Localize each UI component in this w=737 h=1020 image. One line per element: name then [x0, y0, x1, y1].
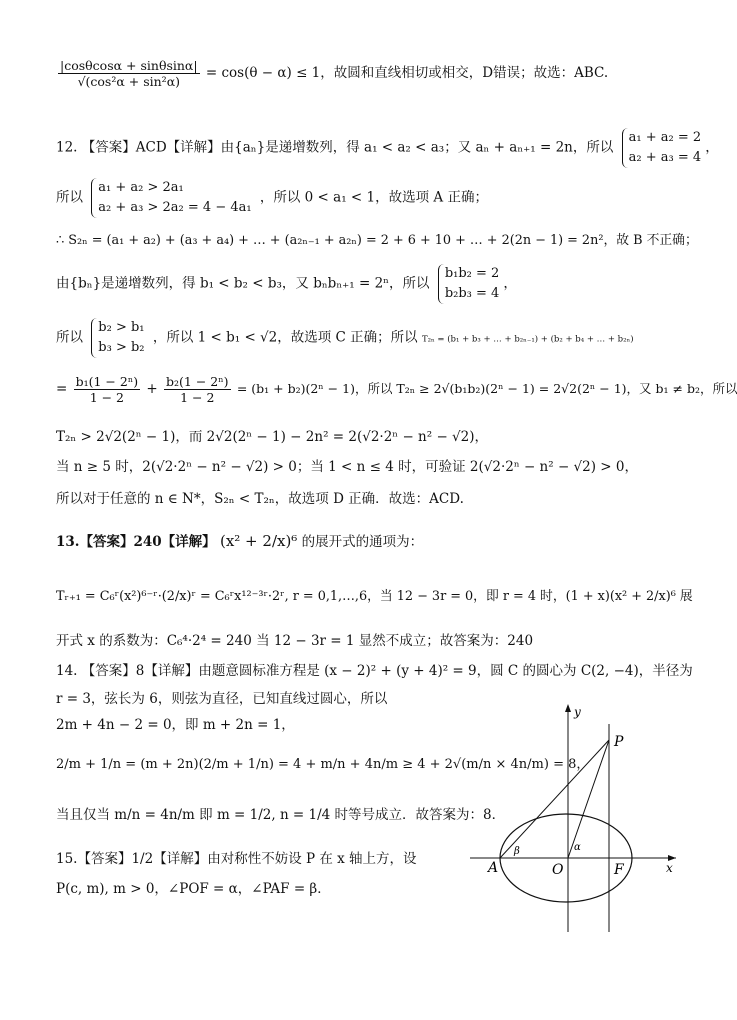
system-1: a₁ + a₂ = 2 a₂ + a₃ = 4	[622, 128, 702, 168]
q15-line-1: 15.【答案】1/2【详解】由对称性不妨设 P 在 x 轴上方，设	[56, 851, 417, 867]
q13-line-2: Tᵣ₊₁ = C₆ʳ(x²)⁶⁻ʳ·(2/x)ʳ = C₆ʳx¹²⁻³ʳ·2ʳ, r = 0,1,…,6，当 12 − 3r = 0，即 r = 4 时，(1 + x)(x² + 2/x)⁶ 展	[56, 589, 693, 604]
p-label: P	[614, 734, 624, 750]
line-op	[568, 740, 609, 858]
q12-line-5: 所以 b₂ > b₁ b₃ > b₂ ，所以 1 < b₁ < √2，故选项 C 正确；所以 T₂ₙ = (b₁ + b₃ + … + b₂ₙ₋₁) + (b₂ + b₄ + … + b₂ₙ)	[56, 318, 634, 358]
q13-head: 13.【答案】240【详解】 (x² + 2/x)⁶ 的展开式的通项为：	[56, 532, 424, 550]
fraction: $\frac{|\cos\theta\cos\alpha + \sin\theta\sin\alpha|}{\text{√(cos²α + sin²α)}}$	[60, 58, 198, 89]
q12-line-3: ∴ S₂ₙ = (a₁ + a₂) + (a₃ + a₄) + … + (a₂ₙ₋₁ + a₂ₙ) = 2 + 6 + 10 + … + 2(2n − 1) = 2n²，故 B 不正确；	[56, 233, 698, 248]
q12-line-9: 所以对于任意的 n ∈ N*，S₂ₙ < T₂ₙ，故选项 D 正确．故选：ACD.	[56, 491, 464, 507]
q12-line-2: 所以 a₁ + a₂ > 2a₁ a₂ + a₃ > 2a₂ = 4 − 4a₁ ，所以 0 < a₁ < 1，故选项 A 正确；	[56, 178, 488, 218]
q14-line-2: r = 3，弦长为 6，则弦为直径，已知直线过圆心，所以	[56, 691, 388, 707]
q14-line-5: 当且仅当 m/n = 4n/m 即 m = 1/2, n = 1/4 时等号成立．故答案为：8．	[56, 807, 506, 823]
system-4: b₂ > b₁ b₃ > b₂	[91, 318, 144, 358]
system-2: a₁ + a₂ > 2a₁ a₂ + a₃ > 2a₂ = 4 − 4a₁	[91, 178, 251, 218]
q12-line-8: 当 n ≥ 5 时，2(√2·2ⁿ − n² − √2) > 0；当 1 < n ≤ 4 时，可验证 2(√2·2ⁿ − n² − √2) > 0，	[56, 459, 639, 475]
y-axis-arrow	[565, 704, 571, 712]
q12-line-6: = $\frac{\text{b₁(1 − 2ⁿ)}}{1 - 2}$ + $\frac{\text{b₂(1 − 2ⁿ)}}{1 - 2}$ = (b₁ + b₂)(2ⁿ − 1)，所以 T₂ₙ ≥ 2√(b₁b₂)(2ⁿ − 1) = 2√2(2ⁿ − 1)，又 b₁ ≠ b₂，所以	[56, 374, 737, 405]
alpha-label: α	[574, 842, 581, 853]
q12-head: 12. 【答案】ACD【详解】由{aₙ}是递增数列，得 a₁ < a₂ < a₃；又 aₙ + aₙ₊₁ = 2n，所以 a₁ + a₂ = 2 a₂ + a₃ = 4 ，	[56, 128, 719, 168]
line-1	[56, 58, 608, 89]
ellipse-figure	[468, 700, 690, 940]
q14-line-4: 2/m + 1/n = (m + 2n)(2/m + 1/n) = 4 + m/n + 4n/m ≥ 4 + 2√(m/n × 4n/m) = 8，	[56, 757, 590, 772]
y-label: y	[574, 705, 581, 719]
line-1-text: = cos(θ − α) ≤ 1，故圆和直线相切或相交，D错误；故选：ABC.	[205, 65, 609, 81]
o-label: O	[552, 862, 564, 878]
q14-line-3: 2m + 4n − 2 = 0，即 m + 2n = 1，	[56, 717, 295, 733]
q15-line-2: P(c, m), m > 0，∠POF = α，∠PAF = β．	[56, 881, 331, 897]
q12-line-4: 由{bₙ}是递增数列，得 b₁ < b₂ < b₃，又 bₙbₙ₊₁ = 2ⁿ，所以 b₁b₂ = 2 b₂b₃ = 4 ，	[56, 264, 517, 304]
x-label: x	[666, 861, 673, 875]
q12-line-7: T₂ₙ > 2√2(2ⁿ − 1)，而 2√2(2ⁿ − 1) − 2n² = 2(√2·2ⁿ − n² − √2)，	[56, 429, 488, 445]
q13-line-3: 开式 x 的系数为：C₆⁴·2⁴ = 240 当 12 − 3r = 1 显然不成立；故答案为：240	[56, 633, 534, 649]
a-label: A	[488, 860, 499, 876]
system-3: b₁b₂ = 2 b₂b₃ = 4	[438, 264, 500, 304]
f-label: F	[614, 862, 624, 878]
line-ap	[500, 740, 609, 858]
beta-label: β	[514, 846, 520, 857]
q14-line-1: 14. 【答案】8【详解】由题意圆标准方程是 (x − 2)² + (y + 4)² = 9，圆 C 的圆心为 C(2, −4)，半径为	[56, 663, 693, 679]
